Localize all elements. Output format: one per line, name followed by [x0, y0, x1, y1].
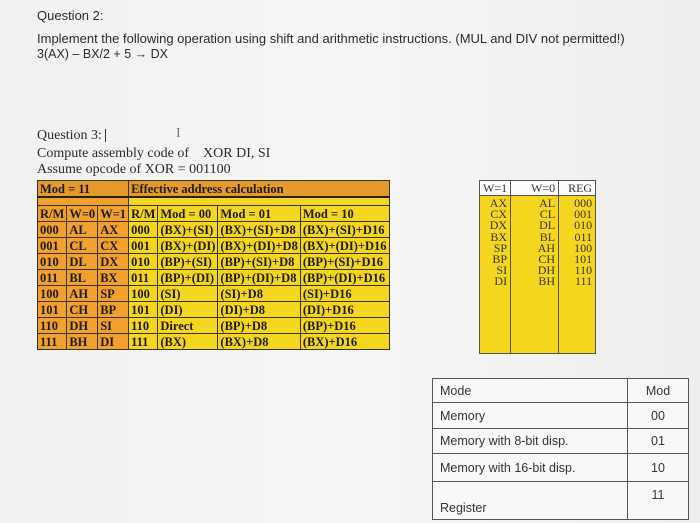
table-cell: (BP)+(SI)	[158, 254, 218, 270]
question3-title	[37, 128, 106, 144]
mode-header-row	[433, 379, 689, 403]
table-cell: 111	[38, 334, 67, 350]
register-value: DH	[537, 263, 556, 278]
mod-value: 01	[628, 429, 689, 454]
table-row	[38, 286, 390, 302]
table-cell: Direct	[158, 318, 218, 334]
question2-title: Question 2:	[37, 8, 104, 23]
col-header: W=0	[67, 206, 98, 222]
col-header: R/M	[129, 206, 158, 222]
table-cell: (BP)+(SI)+D8	[218, 254, 300, 270]
table-cell: 101	[129, 302, 158, 318]
table-cell: (BX)+(SI)	[158, 222, 218, 238]
table-cell: (SI)	[158, 286, 218, 302]
table-cell: BP	[98, 302, 129, 318]
addressing-mode-table	[37, 180, 390, 350]
col-header: Mod = 10	[300, 206, 389, 222]
mod11-header: Mod = 11	[38, 181, 129, 198]
table-cell: 010	[38, 254, 67, 270]
table-cell: (DI)	[158, 302, 218, 318]
table-cell: BL	[67, 270, 98, 286]
table-cell: (BP)+D8	[218, 318, 300, 334]
table-cell: (BX)+(DI)+D8	[218, 238, 300, 254]
w0-header: W=0	[511, 181, 559, 196]
table-top-header	[38, 181, 390, 198]
table-cell: BH	[67, 334, 98, 350]
table-cell: 000	[38, 222, 67, 238]
col-header: R/M	[38, 206, 67, 222]
register-value: DX	[489, 218, 508, 233]
mode-name: Memory	[433, 403, 628, 429]
register-table	[479, 180, 596, 354]
table-cell: (BX)+D16	[300, 334, 389, 350]
table-cell: DI	[98, 334, 129, 350]
w1-column	[480, 196, 511, 354]
table-cell: (BX)+(DI)	[158, 238, 218, 254]
table-cell: (DI)+D16	[300, 302, 389, 318]
mod-value: 11	[628, 482, 689, 520]
register-value: BX	[490, 229, 508, 244]
table-cell: SP	[98, 286, 129, 302]
table-cell: (BP)+D16	[300, 318, 389, 334]
reg-column	[559, 196, 596, 354]
table-cell: (BX)+(SI)+D8	[218, 222, 300, 238]
register-body-row	[480, 196, 596, 354]
table-cell: (BP)+(DI)+D16	[300, 270, 389, 286]
ibeam-cursor-icon: I	[176, 126, 181, 141]
column-header-row	[38, 206, 390, 222]
register-value: 101	[574, 251, 593, 266]
table-cell: 011	[129, 270, 158, 286]
table-cell: CL	[67, 238, 98, 254]
col-header: W=1	[98, 206, 129, 222]
register-value: AH	[537, 240, 556, 255]
table-cell: AH	[67, 286, 98, 302]
table-row	[38, 222, 390, 238]
table-cell: DL	[67, 254, 98, 270]
register-value: 010	[574, 218, 593, 233]
question3-title-text: Question 3:	[37, 128, 102, 143]
table-cell: 111	[129, 334, 158, 350]
table-cell: (SI)+D8	[218, 286, 300, 302]
col-header: Mod = 00	[158, 206, 218, 222]
w0-column	[511, 196, 559, 354]
table-cell: BX	[98, 270, 129, 286]
table-cell: 101	[38, 302, 67, 318]
table-cell: 110	[129, 318, 158, 334]
mode-name: Memory with 16-bit disp.	[433, 454, 628, 482]
table-cell: SI	[98, 318, 129, 334]
question3-opcode: Assume opcode of XOR = 001100	[37, 162, 231, 177]
mod-header: Mod	[628, 379, 689, 403]
mode-name: Register	[433, 482, 628, 520]
table-cell: CX	[98, 238, 129, 254]
register-value: 001	[574, 207, 593, 222]
register-value: SP	[493, 240, 508, 255]
table-row	[38, 238, 390, 254]
table-cell: DH	[67, 318, 98, 334]
mode-name: Memory with 8-bit disp.	[433, 429, 628, 454]
question2-equation: 3(AX) – BX/2 + 5 → DX	[37, 47, 168, 61]
register-value: DI	[494, 274, 508, 289]
table-row	[38, 270, 390, 286]
table-cell: (BP)+(DI)+D8	[218, 270, 300, 286]
register-value: BP	[492, 251, 508, 266]
register-value: DL	[539, 218, 556, 233]
text-cursor-icon	[105, 129, 106, 142]
table-cell: (BP)+(DI)	[158, 270, 218, 286]
table-cell: 010	[129, 254, 158, 270]
table-cell: (BX)	[158, 334, 218, 350]
question3-instruction: Compute assembly code of XOR DI, SI	[37, 146, 271, 161]
mode-row	[433, 429, 689, 454]
register-value: SI	[496, 263, 508, 278]
register-value: CL	[539, 207, 556, 222]
table-cell: DX	[98, 254, 129, 270]
w1-header: W=1	[480, 181, 511, 196]
table-row	[38, 254, 390, 270]
register-value: 110	[574, 263, 593, 278]
spacer-row	[38, 197, 390, 206]
table-row	[38, 318, 390, 334]
mode-table	[432, 378, 689, 520]
register-value: BL	[539, 229, 556, 244]
register-value: 100	[574, 240, 593, 255]
table-cell: (BX)+D8	[218, 334, 300, 350]
col-header: Mod = 01	[218, 206, 300, 222]
table-cell: 011	[38, 270, 67, 286]
question2-text: Implement the following operation using shift and arithmetic instructions. (MUL and DIV not permitted!)	[37, 31, 625, 46]
register-value: 111	[574, 274, 593, 289]
mod-value: 10	[628, 454, 689, 482]
table-cell: 000	[129, 222, 158, 238]
register-value: 011	[574, 229, 593, 244]
table-cell: 100	[38, 286, 67, 302]
register-value: CX	[490, 207, 508, 222]
table-cell: (BP)+(SI)+D16	[300, 254, 389, 270]
register-value: 000	[574, 196, 593, 210]
mode-row	[433, 454, 689, 482]
table-row	[38, 302, 390, 318]
mode-row	[433, 403, 689, 429]
reg-header: REG	[559, 181, 596, 196]
table-cell: AX	[98, 222, 129, 238]
ea-header: Effective address calculation	[129, 181, 389, 198]
table-cell: 001	[129, 238, 158, 254]
register-value: BH	[538, 274, 556, 289]
table-cell: AL	[67, 222, 98, 238]
table-cell: (DI)+D8	[218, 302, 300, 318]
table-row	[38, 334, 390, 350]
table-cell: CH	[67, 302, 98, 318]
table-cell: 110	[38, 318, 67, 334]
register-value: AL	[539, 196, 556, 210]
mod-value: 00	[628, 403, 689, 429]
table-cell: (BX)+(DI)+D16	[300, 238, 389, 254]
table-cell: 001	[38, 238, 67, 254]
register-value: AX	[489, 196, 508, 210]
table-cell: (BX)+(SI)+D16	[300, 222, 389, 238]
register-header-row	[480, 181, 596, 196]
table-cell: (SI)+D16	[300, 286, 389, 302]
mode-row	[433, 482, 689, 520]
table-cell: 100	[129, 286, 158, 302]
mode-header: Mode	[433, 379, 628, 403]
register-value: CH	[538, 251, 556, 266]
